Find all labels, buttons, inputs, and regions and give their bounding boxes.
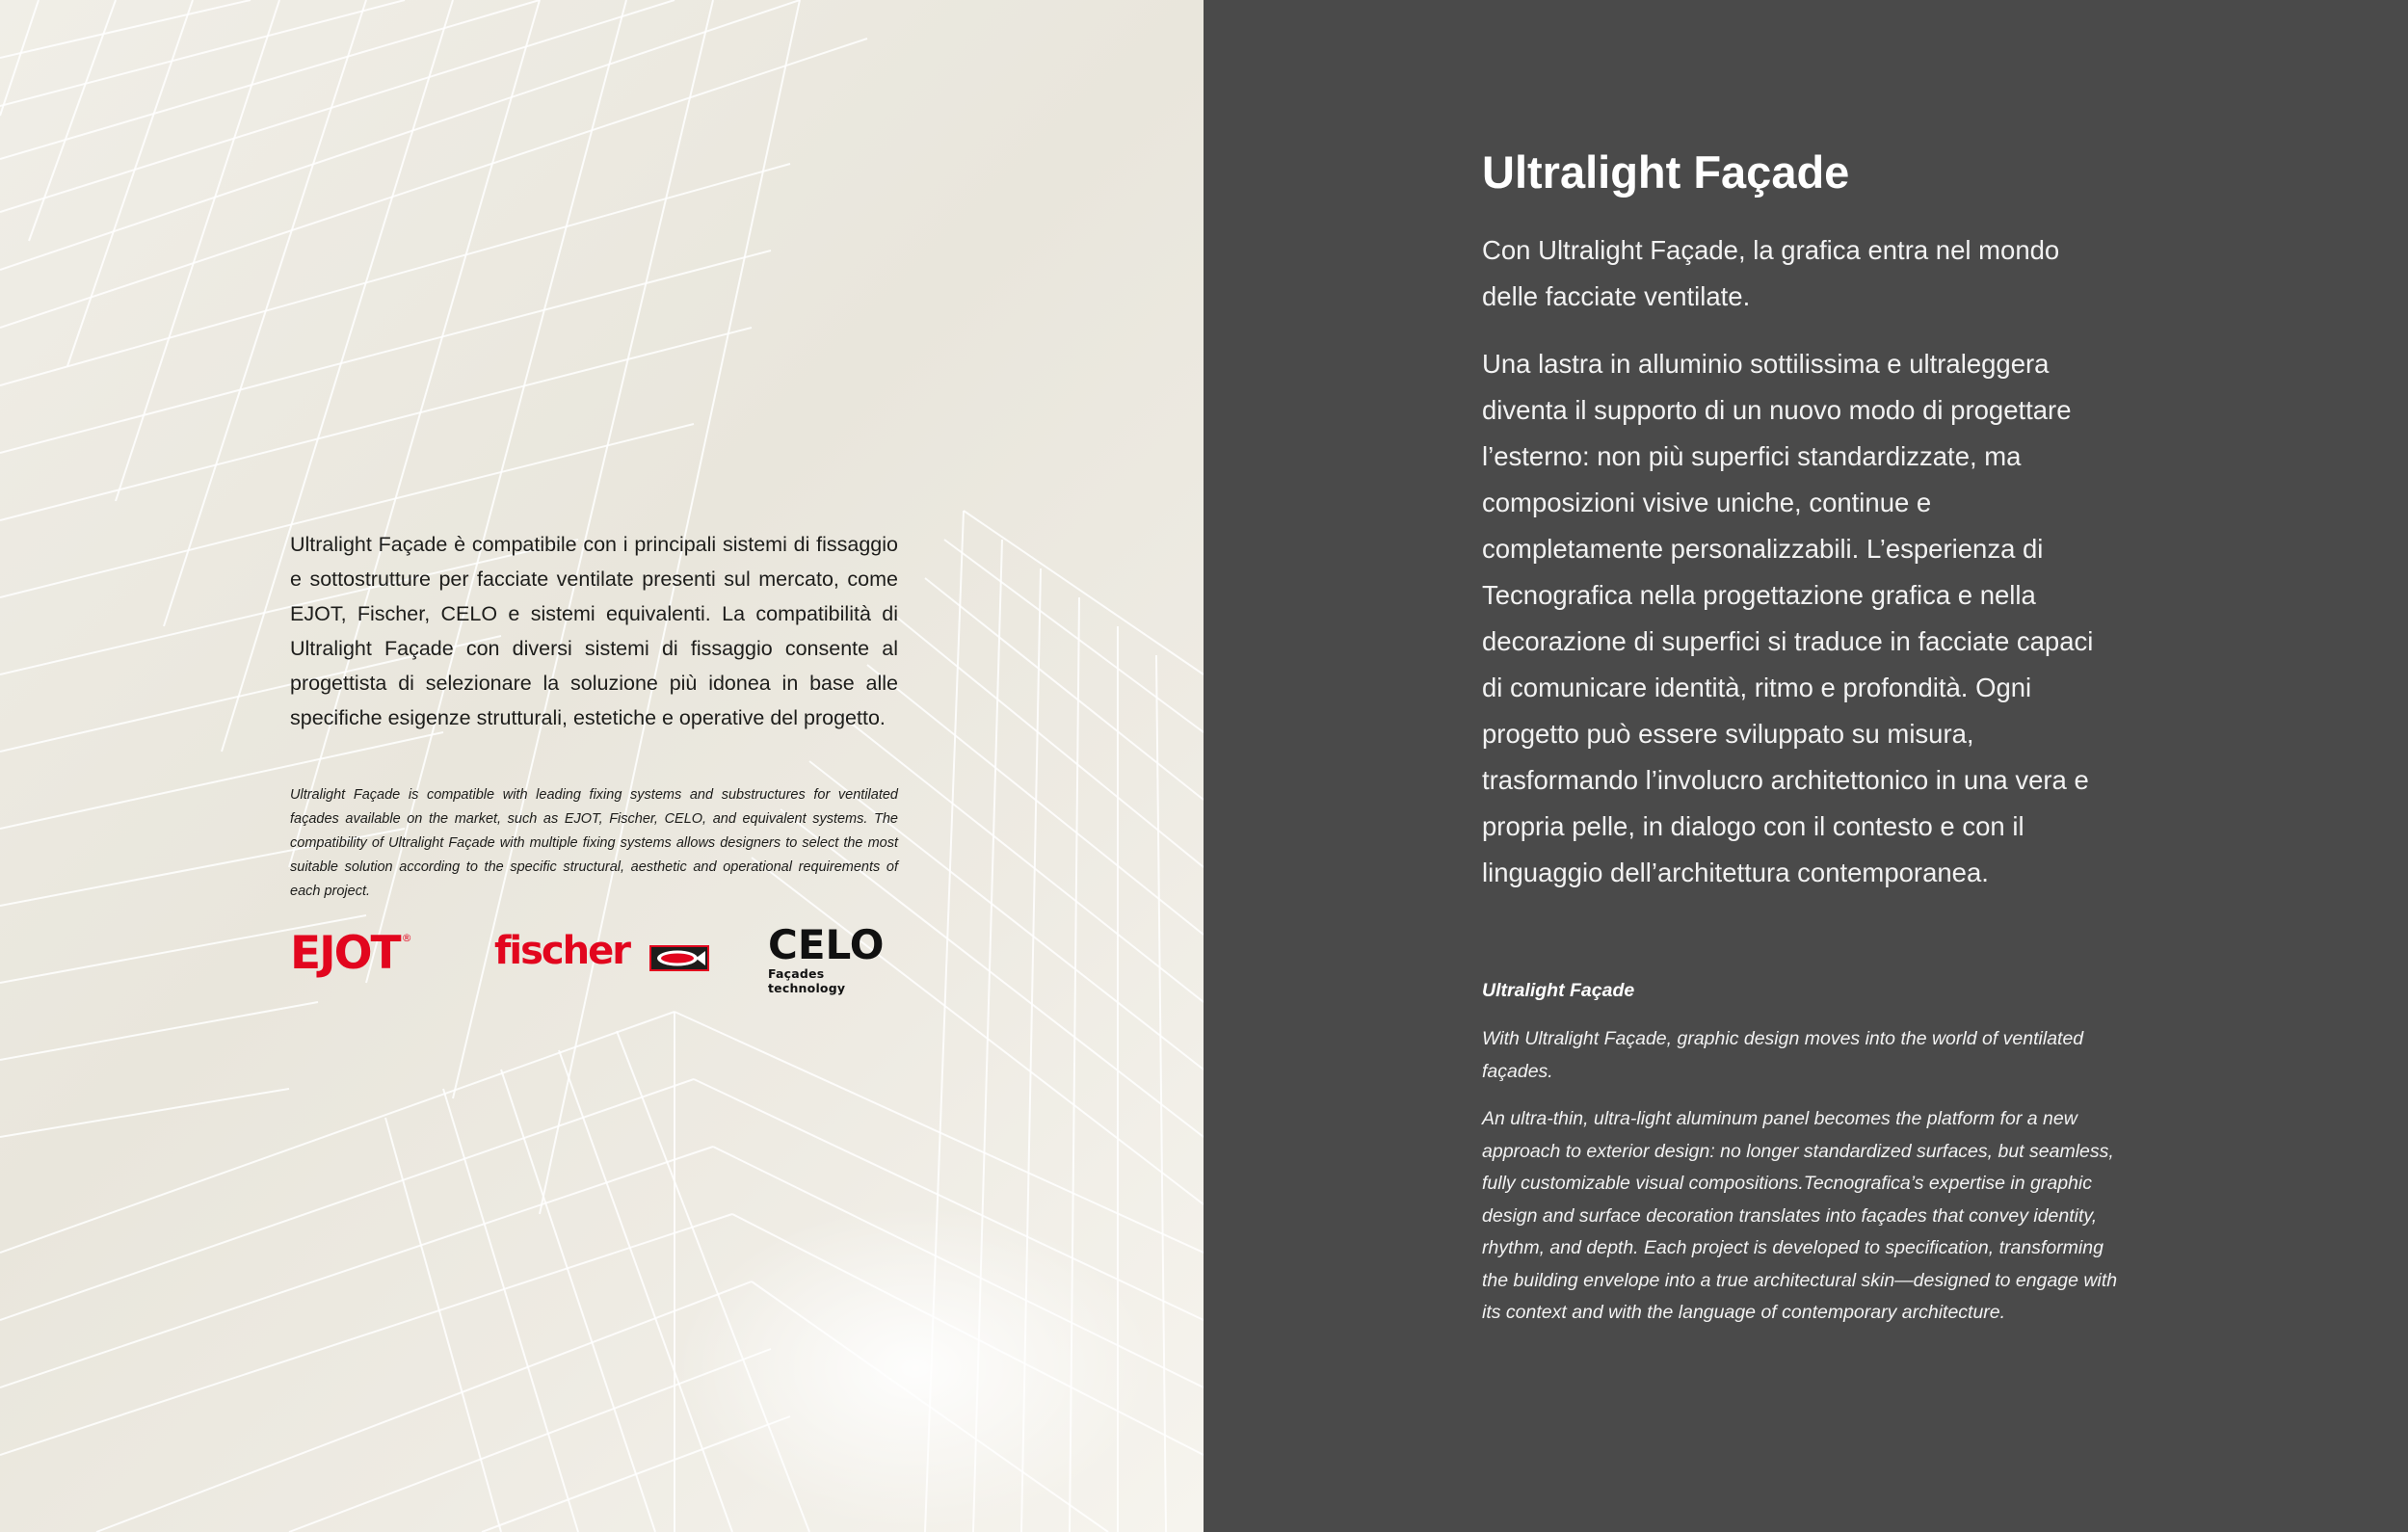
english-body: An ultra-thin, ultra-light aluminum panel becomes the platform for a new approach to exterior design: no longer standardized surfaces, but seamless, fully customizable visual compositions.Tecnografica’s expertise in graphic design and surface decoration translates into façades that convey identity, rhythm, and depth. Each project is developed to specification, transforming the building envelope into a true architectural skin—designed to engage with its context and with the language of contemporary architecture.: [1482, 1108, 2118, 1323]
english-section: [1482, 977, 2118, 1330]
english-compatibility-paragraph: Ultralight Façade is compatible with leading fixing systems and substructures for ventilated façades available on the market, such as EJOT, Fischer, CELO, and equivalent systems. The compatibility of Ultralight Façade with multiple fixing systems allows designers to select the most suitable solution according to the specific structural, aesthetic and operational requirements of each project.: [290, 787, 898, 899]
ejot-logo: EJOT ®: [290, 927, 412, 980]
partner-logos: [290, 921, 898, 995]
product-description: [1482, 145, 2118, 1330]
italian-compatibility-paragraph: Ultralight Façade è compatibile con i principali sistemi di fissaggio e sottostrutture per facciate ventilate presenti sul mercato, come EJOT, Fischer, CELO e sistemi equivalenti. La compatibilità di Ultralight Façade con diversi sistemi di fissaggio consente al progettista di selezionare la soluzione più idonea in base alle specifiche esigenze strutturali, estetiche e operative del progetto.: [290, 533, 898, 729]
english-intro: With Ultralight Façade, graphic design moves into the world of ventilated façades.: [1482, 1028, 2084, 1082]
celo-logo: CELO Façades technology: [768, 925, 899, 992]
page-title: Ultralight Façade: [1482, 146, 1850, 198]
fischer-fish-icon: [649, 945, 709, 971]
compatibility-text-block: [290, 527, 898, 904]
english-title: Ultralight Façade: [1482, 980, 1635, 1001]
light-glow: [675, 1204, 1156, 1532]
fischer-logo: fischer: [494, 929, 629, 973]
celo-tagline: Façades technology: [768, 966, 846, 995]
italian-intro: Con Ultralight Façade, la grafica entra nel mondo delle facciate ventilate.: [1482, 235, 2060, 311]
right-page: [1204, 0, 2408, 1532]
italian-body: Una lastra in alluminio sottilissima e ultraleggera diventa il supporto di un nuovo modo di progettare l’esterno: non più superfici standardizzate, ma composizioni visive uniche, continue e completamente personalizzabili. L’esperienza di Tecnografica nella progettazione grafica e nella decorazione di superfici si traduce in facciate capaci di comunicare identità, ritmo e profondità. Ogni progetto può essere sviluppato su misura, trasformando l’involucro architettonico in una vera e propria pelle, in dialogo con il contesto e con il linguaggio dell’architettura contemporanea.: [1482, 349, 2094, 887]
